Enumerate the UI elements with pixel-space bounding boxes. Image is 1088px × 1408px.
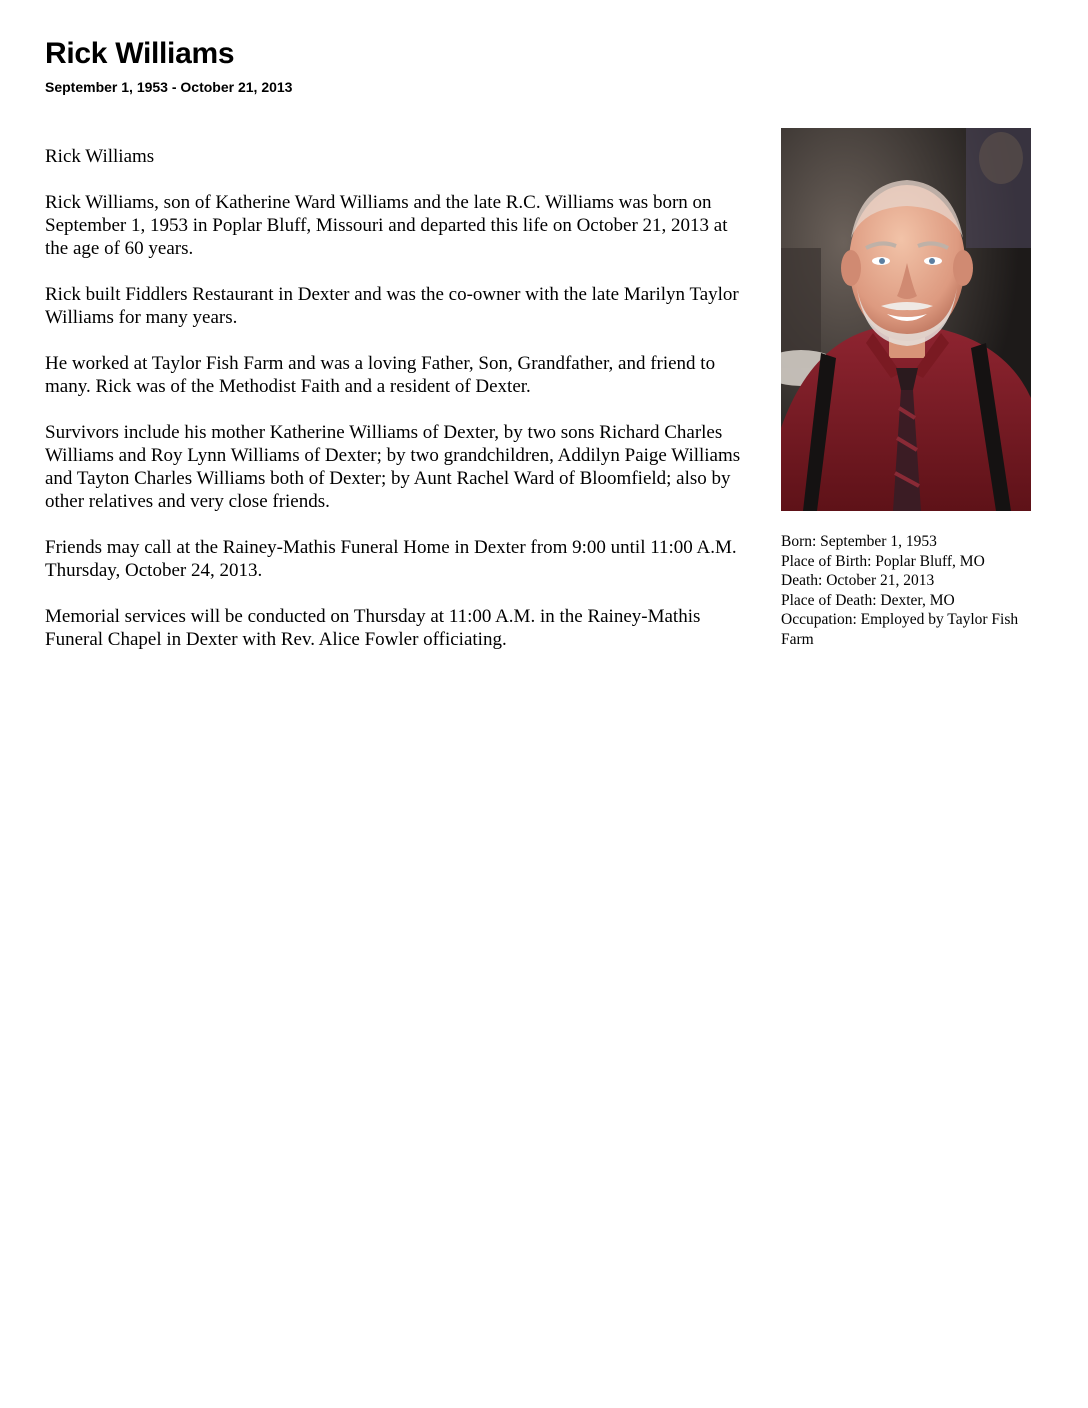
obituary-paragraph: He worked at Taylor Fish Farm and was a loving Father, Son, Grandfather, and friend to many. Rick was of the Methodist Faith and a resident of Dexter.: [45, 353, 716, 397]
vital-facts: [781, 532, 1041, 650]
obituary-text: [45, 145, 745, 674]
page-title: Rick Williams: [45, 37, 235, 70]
obituary-paragraph: Survivors include his mother Katherine Williams of Dexter, by two sons Richard Charles Williams and Roy Lynn Williams of Dexter; by two grandchildren, Addilyn Paige Williams and Tayton Charles Williams both of Dexter; by Aunt Rachel Ward of Bloomfield; also by other relatives and very close friends.: [45, 422, 741, 512]
fact-deathplace: Place of Death: Dexter, MO: [781, 591, 955, 609]
portrait-photo: [781, 128, 1031, 511]
life-dates: September 1, 1953 - October 21, 2013: [45, 79, 293, 95]
fact-birthplace: Place of Birth: Poplar Bluff, MO: [781, 552, 985, 570]
portrait-illustration: [781, 128, 1031, 511]
fact-death: Death: October 21, 2013: [781, 572, 935, 590]
obituary-paragraph: Rick built Fiddlers Restaurant in Dexter and was the co-owner with the late Marilyn Taylor Williams for many years.: [45, 284, 739, 328]
obituary-paragraph: Rick Williams, son of Katherine Ward Williams and the late R.C. Williams was born on September 1, 1953 in Poplar Bluff, Missouri and departed this life on October 21, 2013 at the age of 60 years.: [45, 192, 728, 259]
obituary-paragraph: Memorial services will be conducted on Thursday at 11:00 A.M. in the Rainey-Mathis Funeral Chapel in Dexter with Rev. Alice Fowler officiating.: [45, 606, 701, 650]
fact-born: Born: September 1, 1953: [781, 533, 937, 550]
obituary-paragraph: Friends may call at the Rainey-Mathis Funeral Home in Dexter from 9:00 until 11:00 A.M. Thursday, October 24, 2013.: [45, 537, 737, 581]
fact-occupation: Occupation: Employed by Taylor Fish Farm: [781, 611, 1019, 648]
obituary-paragraph: Rick Williams: [45, 146, 155, 167]
